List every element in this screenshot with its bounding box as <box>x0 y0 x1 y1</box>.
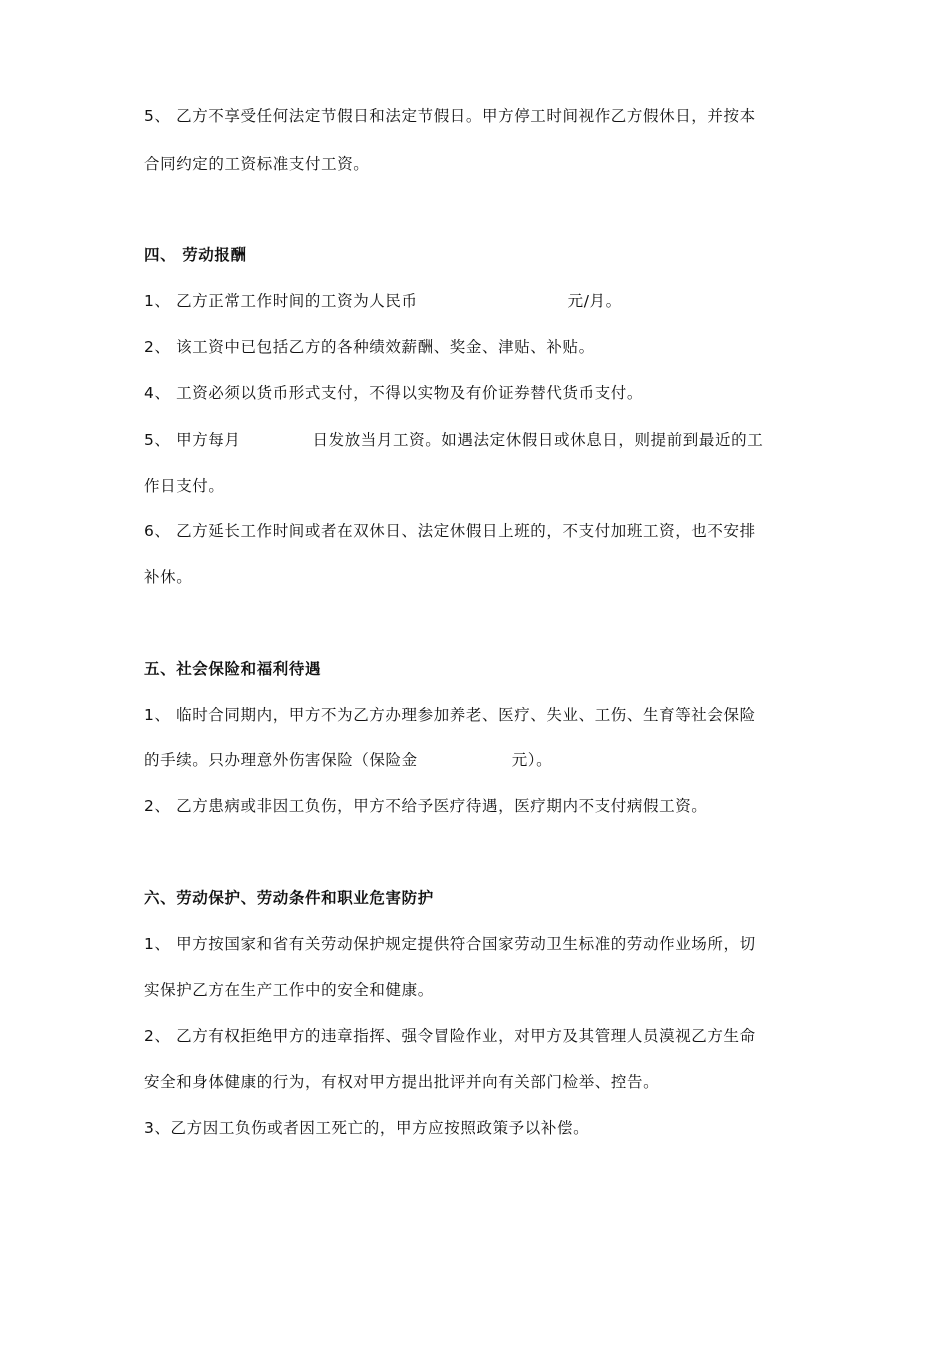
clause-6-1-line-2: 实保护乙方在生产工作中的安全和健康。 <box>144 981 434 999</box>
clause-4-1-unit: 元/月。 <box>567 292 622 310</box>
clause-4-5-line-2: 作日支付。 <box>144 477 225 495</box>
clause-4-1-text: 1、 乙方正常工作时间的工资为人民币 <box>144 292 418 310</box>
clause-4-5-text-cont: 日发放当月工资。如遇法定休假日或休息日，则提前到最近的工 <box>312 431 764 449</box>
clause-4-1 <box>144 291 622 311</box>
clause-6-2-line-2: 安全和身体健康的行为，有权对甲方提出批评并向有关部门检举、控告。 <box>144 1073 660 1091</box>
clause-3-5-line-2: 合同约定的工资标准支付工资。 <box>144 155 370 173</box>
clause-4-5-text: 5、 甲方每月 <box>144 431 241 449</box>
section-6-heading: 六、劳动保护、劳动条件和职业危害防护 <box>144 889 434 907</box>
clause-5-1-unit: 元）。 <box>511 751 553 769</box>
clause-6-3: 3、乙方因工负伤或者因工死亡的，甲方应按照政策予以补偿。 <box>144 1119 590 1137</box>
clause-5-2: 2、 乙方患病或非因工负伤，甲方不给予医疗待遇，医疗期内不支付病假工资。 <box>144 797 708 815</box>
clause-4-6-line-2: 补休。 <box>144 568 193 586</box>
clause-5-1-text: 的手续。只办理意外伤害保险（保险金 <box>144 751 418 769</box>
clause-5-1-line-2 <box>144 750 552 770</box>
clause-3-5-line-1: 5、 乙方不享受任何法定节假日和法定节假日。甲方停工时间视作乙方假休日，并按本 <box>144 107 756 125</box>
clause-5-1-line-1: 1、 临时合同期内，甲方不为乙方办理参加养老、医疗、失业、工伤、生育等社会保险 <box>144 706 756 724</box>
section-5-heading: 五、社会保险和福利待遇 <box>144 660 322 678</box>
clause-6-1-line-1: 1、 甲方按国家和省有关劳动保护规定提供符合国家劳动卫生标准的劳动作业场所，切 <box>144 935 756 953</box>
clause-4-4: 4、 工资必须以货币形式支付，不得以实物及有价证券替代货币支付。 <box>144 384 643 402</box>
clause-4-6-line-1: 6、 乙方延长工作时间或者在双休日、法定休假日上班的，不支付加班工资，也不安排 <box>144 522 756 540</box>
clause-4-2: 2、 该工资中已包括乙方的各种绩效薪酬、奖金、津贴、补贴。 <box>144 338 595 356</box>
clause-4-5-line-1 <box>144 430 763 450</box>
clause-6-2-line-1: 2、 乙方有权拒绝甲方的违章指挥、强令冒险作业，对甲方及其管理人员漠视乙方生命 <box>144 1027 756 1045</box>
section-4-heading: 四、 劳动报酬 <box>144 246 247 264</box>
